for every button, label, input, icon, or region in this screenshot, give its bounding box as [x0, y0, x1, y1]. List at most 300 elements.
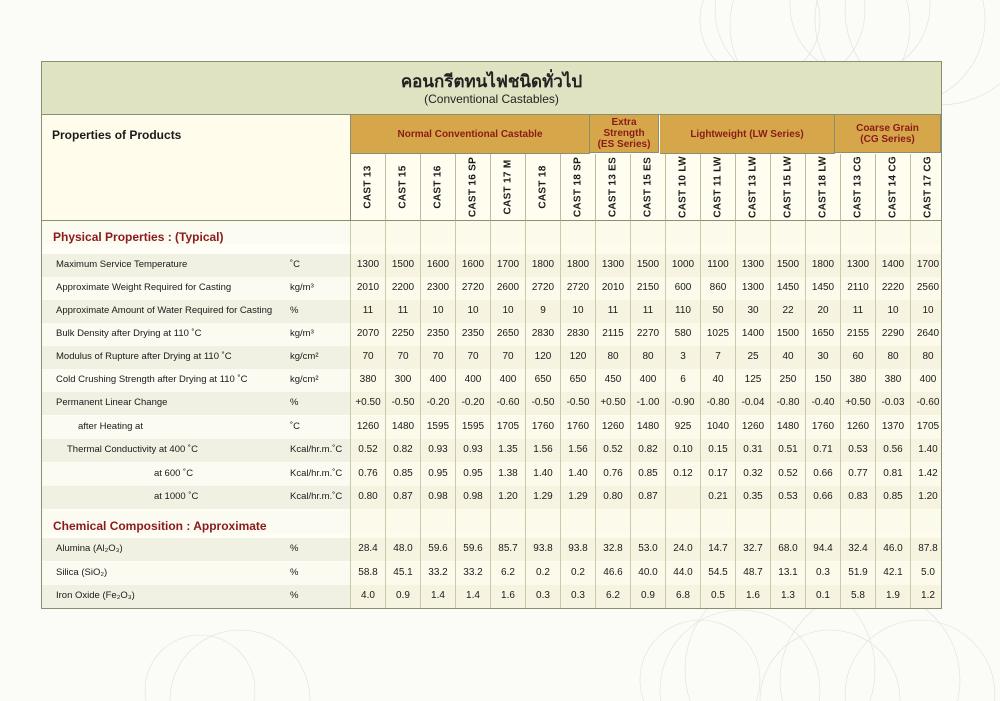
column-header-label: CAST 17 M	[502, 159, 514, 215]
column-header-label: CAST 15	[397, 165, 409, 209]
value-cell: 40	[782, 351, 794, 362]
value-cell: 2830	[566, 328, 590, 339]
value-cell: 32.7	[743, 543, 763, 554]
value-cell: 0.66	[813, 491, 833, 502]
row-unit: kg/m³	[290, 282, 314, 293]
column-header-label: CAST 13 CG	[852, 156, 864, 218]
value-cell: 70	[502, 351, 514, 362]
column-header-label: CAST 18	[537, 165, 549, 209]
column-header	[666, 154, 701, 221]
column-header	[736, 154, 771, 221]
value-cell: 400	[464, 374, 482, 385]
column-header	[771, 154, 806, 221]
row-unit: kg/cm²	[290, 374, 319, 385]
value-cell: 1450	[776, 282, 800, 293]
value-cell: 1500	[776, 328, 800, 339]
row-unit: kg/cm²	[290, 351, 319, 362]
value-cell: 2560	[916, 282, 940, 293]
group-lightweight: Lightweight (LW Series)	[660, 115, 835, 154]
section-physical: Physical Properties : (Typical)	[53, 230, 224, 244]
value-cell: 0.3	[536, 590, 550, 601]
value-cell: 450	[604, 374, 622, 385]
value-cell: 120	[534, 351, 552, 362]
value-cell: 0.21	[708, 491, 728, 502]
value-cell: 0.51	[778, 444, 798, 455]
value-cell: 0.66	[813, 468, 833, 479]
value-cell: 250	[779, 374, 797, 385]
column-header	[911, 154, 942, 221]
value-cell: 10	[432, 305, 444, 316]
section-chemical: Chemical Composition : Approximate	[53, 519, 267, 533]
row-label: Iron Oxide (Fe₂O₃)	[56, 590, 135, 601]
value-cell: 1760	[811, 421, 835, 432]
value-cell: 400	[429, 374, 447, 385]
value-cell: 80	[887, 351, 899, 362]
properties-header-cell	[42, 115, 351, 221]
value-cell: 4.0	[361, 590, 375, 601]
value-cell: 0.12	[673, 468, 693, 479]
row-label: Cold Crushing Strength after Drying at 110 ˚C	[56, 374, 248, 385]
value-cell: 2010	[356, 282, 380, 293]
value-cell: -0.80	[776, 397, 800, 408]
value-cell: 0.98	[428, 491, 448, 502]
value-cell: 42.1	[883, 567, 903, 578]
value-cell: 2300	[426, 282, 450, 293]
row-unit: %	[290, 397, 299, 408]
value-cell: 2830	[531, 328, 555, 339]
value-cell: 1.29	[533, 491, 553, 502]
value-cell: 0.80	[358, 491, 378, 502]
column-header-label: CAST 16 SP	[467, 156, 479, 218]
value-cell: 2010	[601, 282, 625, 293]
row-unit: Kcal/hr.m.˚C	[290, 468, 343, 479]
value-cell: 1300	[846, 259, 870, 270]
value-cell: 120	[569, 351, 587, 362]
value-cell: 60	[852, 351, 864, 362]
value-cell: 46.6	[603, 567, 623, 578]
column-header-label: CAST 10 LW	[677, 156, 689, 218]
value-cell: 1800	[531, 259, 555, 270]
value-cell: 2115	[602, 328, 624, 339]
value-cell: -0.50	[566, 397, 590, 408]
value-cell: 0.52	[358, 444, 378, 455]
value-cell: 28.4	[358, 543, 378, 554]
value-cell: 1300	[741, 282, 765, 293]
value-cell: 80	[642, 351, 654, 362]
value-cell: 0.3	[816, 567, 830, 578]
value-cell: 1700	[496, 259, 520, 270]
value-cell: 59.6	[463, 543, 483, 554]
value-cell: 2200	[391, 282, 415, 293]
value-cell: 1260	[356, 421, 380, 432]
value-cell: 11	[642, 305, 654, 316]
value-cell: 25	[747, 351, 759, 362]
column-header	[561, 154, 596, 221]
value-cell: 1705	[496, 421, 520, 432]
group-coarse-grain: Coarse Grain (CG Series)	[835, 115, 941, 153]
value-cell: 85.7	[498, 543, 518, 554]
value-cell: 6.8	[676, 590, 690, 601]
value-cell: 1760	[531, 421, 555, 432]
value-cell: 7	[715, 351, 721, 362]
value-cell: 0.53	[848, 444, 868, 455]
value-cell: 1370	[881, 421, 905, 432]
value-cell: 11	[607, 305, 619, 316]
value-cell: 1025	[706, 328, 730, 339]
column-header	[456, 154, 491, 221]
column-header-label: CAST 16	[432, 165, 444, 209]
value-cell: 0.87	[393, 491, 413, 502]
column-header	[386, 154, 421, 221]
value-cell: 2110	[847, 282, 869, 293]
column-header	[491, 154, 526, 221]
value-cell: 40.0	[638, 567, 658, 578]
value-cell: 0.80	[603, 491, 623, 502]
value-cell: 54.5	[708, 567, 728, 578]
value-cell: 0.9	[396, 590, 410, 601]
value-cell: 1.40	[918, 444, 938, 455]
value-cell: 0.93	[463, 444, 483, 455]
value-cell: 93.8	[568, 543, 588, 554]
column-header	[526, 154, 561, 221]
value-cell: 0.9	[641, 590, 655, 601]
value-cell: 0.1	[816, 590, 830, 601]
value-cell: 59.6	[428, 543, 448, 554]
value-cell: -0.90	[671, 397, 695, 408]
row-unit: %	[290, 567, 299, 578]
value-cell: 1040	[706, 421, 730, 432]
value-cell: 1480	[776, 421, 800, 432]
value-cell: 6.2	[501, 567, 515, 578]
value-cell: 2640	[916, 328, 940, 339]
title-bar	[42, 62, 941, 115]
value-cell: 925	[674, 421, 692, 432]
value-cell: 1.4	[466, 590, 480, 601]
value-cell: 380	[359, 374, 377, 385]
value-cell: 1480	[636, 421, 660, 432]
value-cell: 110	[675, 305, 691, 316]
row-unit: kg/m³	[290, 328, 314, 339]
value-cell: 1705	[916, 421, 940, 432]
value-cell: 380	[884, 374, 902, 385]
value-cell: 2250	[391, 328, 415, 339]
value-cell: 33.2	[428, 567, 448, 578]
column-header	[806, 154, 841, 221]
value-cell: -0.50	[391, 397, 415, 408]
value-cell: -0.04	[741, 397, 765, 408]
value-cell: 1760	[566, 421, 590, 432]
value-cell: 1500	[636, 259, 660, 270]
value-cell: 400	[499, 374, 517, 385]
value-cell: 580	[674, 328, 692, 339]
value-cell: 2270	[636, 328, 660, 339]
value-cell: 0.32	[743, 468, 763, 479]
value-cell: 9	[540, 305, 546, 316]
value-cell: -0.60	[916, 397, 940, 408]
value-cell: 0.82	[393, 444, 413, 455]
value-cell: 0.76	[358, 468, 378, 479]
value-cell: 45.1	[393, 567, 413, 578]
value-cell: 1.9	[886, 590, 900, 601]
value-cell: 2350	[461, 328, 485, 339]
value-cell: 1.40	[568, 468, 588, 479]
value-cell: -0.60	[496, 397, 520, 408]
value-cell: 1.40	[533, 468, 553, 479]
value-cell: 87.8	[918, 543, 938, 554]
value-cell: 11	[397, 305, 409, 316]
value-cell: 1260	[601, 421, 625, 432]
value-cell: 1000	[671, 259, 695, 270]
value-cell: 6.2	[606, 590, 620, 601]
value-cell: 125	[744, 374, 762, 385]
value-cell: 3	[680, 351, 686, 362]
group-normal-conventional: Normal Conventional Castable	[351, 115, 590, 154]
value-cell: 13.1	[778, 567, 798, 578]
value-cell: 1600	[461, 259, 485, 270]
value-cell: 2720	[566, 282, 590, 293]
value-cell: 1260	[846, 421, 870, 432]
row-label: Bulk Density after Drying at 110 ˚C	[56, 328, 202, 339]
value-cell: 70	[467, 351, 479, 362]
value-cell: 0.81	[883, 468, 903, 479]
value-cell: 2220	[881, 282, 905, 293]
value-cell: 0.82	[638, 444, 658, 455]
value-cell: 58.8	[358, 567, 378, 578]
value-cell: 1800	[566, 259, 590, 270]
value-cell: 50	[712, 305, 724, 316]
value-cell: 1450	[811, 282, 835, 293]
value-cell: 2720	[531, 282, 555, 293]
row-label: at 600 ˚C	[154, 468, 194, 479]
value-cell: 0.3	[571, 590, 585, 601]
value-cell: 150	[814, 374, 832, 385]
column-header-label: CAST 15 LW	[782, 156, 794, 218]
value-cell: 1800	[811, 259, 835, 270]
column-header	[421, 154, 456, 221]
column-header-label: CAST 14 CG	[887, 156, 899, 218]
row-label: Maximum Service Temperature	[56, 259, 188, 270]
value-cell: 0.10	[673, 444, 693, 455]
value-cell: 1595	[461, 421, 485, 432]
value-cell: +0.50	[600, 397, 626, 408]
value-cell: 46.0	[883, 543, 903, 554]
value-cell: 80	[922, 351, 934, 362]
column-header-label: CAST 13 ES	[607, 156, 619, 218]
value-cell: 0.52	[778, 468, 798, 479]
row-unit: %	[290, 543, 299, 554]
value-cell: 80	[607, 351, 619, 362]
value-cell: 30	[747, 305, 759, 316]
value-cell: 0.71	[813, 444, 833, 455]
value-cell: 0.15	[708, 444, 728, 455]
row-label: Modulus of Rupture after Drying at 110 ˚C	[56, 351, 232, 362]
value-cell: 0.2	[536, 567, 550, 578]
value-cell: 1650	[811, 328, 835, 339]
value-cell: -0.50	[531, 397, 555, 408]
row-unit: ˚C	[290, 259, 301, 270]
value-cell: 650	[534, 374, 552, 385]
value-cell: 70	[397, 351, 409, 362]
value-cell: 20	[817, 305, 829, 316]
value-cell: 1480	[391, 421, 415, 432]
value-cell: 1.35	[498, 444, 518, 455]
value-cell: -0.40	[811, 397, 835, 408]
value-cell: 24.0	[673, 543, 693, 554]
row-label: Approximate Weight Required for Casting	[56, 282, 232, 293]
value-cell: +0.50	[845, 397, 871, 408]
value-cell: 10	[887, 305, 899, 316]
value-cell: 0.77	[848, 468, 868, 479]
value-cell: 0.85	[638, 468, 658, 479]
value-cell: 2350	[426, 328, 450, 339]
value-cell: 10	[572, 305, 584, 316]
value-cell: 1.20	[918, 491, 938, 502]
value-cell: 2155	[846, 328, 870, 339]
group-extra-strength: Extra Strength (ES Series)	[590, 115, 659, 153]
value-cell: 68.0	[778, 543, 798, 554]
value-cell: 400	[639, 374, 657, 385]
row-unit: ˚C	[290, 421, 301, 432]
value-cell: 0.85	[883, 491, 903, 502]
value-cell: 2720	[461, 282, 485, 293]
value-cell: 40	[712, 374, 724, 385]
row-unit: Kcal/hr.m.˚C	[290, 444, 343, 455]
value-cell: 53.0	[638, 543, 658, 554]
column-header-label: CAST 17 CG	[922, 156, 934, 218]
value-cell: 93.8	[533, 543, 553, 554]
value-cell: 48.0	[393, 543, 413, 554]
value-cell: 0.2	[571, 567, 585, 578]
value-cell: 1.29	[568, 491, 588, 502]
value-cell: 1595	[426, 421, 450, 432]
row-label: at 1000 ˚C	[154, 491, 199, 502]
value-cell: 22	[782, 305, 794, 316]
row-label: Alumina (Al₂O₃)	[56, 543, 123, 554]
value-cell: 1600	[426, 259, 450, 270]
value-cell: -1.00	[636, 397, 660, 408]
value-cell: 1700	[916, 259, 940, 270]
value-cell: -0.20	[426, 397, 450, 408]
value-cell: 0.35	[743, 491, 763, 502]
column-header	[876, 154, 911, 221]
value-cell: +0.50	[355, 397, 381, 408]
value-cell: 2150	[636, 282, 660, 293]
value-cell: 1400	[741, 328, 765, 339]
value-cell: -0.80	[706, 397, 730, 408]
row-unit: %	[290, 305, 299, 316]
value-cell: 94.4	[813, 543, 833, 554]
value-cell: 10	[502, 305, 514, 316]
value-cell: 1500	[391, 259, 415, 270]
value-cell: 0.52	[603, 444, 623, 455]
value-cell: 0.95	[463, 468, 483, 479]
value-cell: 2600	[496, 282, 520, 293]
value-cell: 0.53	[778, 491, 798, 502]
value-cell: 0.17	[708, 468, 728, 479]
value-cell: 1.6	[501, 590, 515, 601]
value-cell: 10	[922, 305, 934, 316]
value-cell: 1500	[776, 259, 800, 270]
column-header-label: CAST 15 ES	[642, 156, 654, 218]
value-cell: 1300	[356, 259, 380, 270]
value-cell: 30	[817, 351, 829, 362]
row-label: after Heating at	[78, 421, 143, 432]
value-cell: 14.7	[708, 543, 728, 554]
value-cell: 44.0	[673, 567, 693, 578]
column-header	[841, 154, 876, 221]
value-cell: 1300	[741, 259, 765, 270]
value-cell: 1.42	[918, 468, 938, 479]
title-thai: คอนกรีตทนไฟชนิดทั่วไป	[400, 72, 583, 91]
value-cell: 1.56	[568, 444, 588, 455]
value-cell: 0.98	[463, 491, 483, 502]
value-cell: 1.56	[533, 444, 553, 455]
value-cell: 5.8	[851, 590, 865, 601]
value-cell: 0.95	[428, 468, 448, 479]
value-cell: -0.20	[461, 397, 485, 408]
column-header-label: CAST 18 LW	[817, 156, 829, 218]
value-cell: 300	[394, 374, 412, 385]
value-cell: 11	[852, 305, 864, 316]
value-cell: 5.0	[921, 567, 935, 578]
value-cell: 48.7	[743, 567, 763, 578]
row-unit: %	[290, 590, 299, 601]
value-cell: 10	[467, 305, 479, 316]
row-label: Silica (SiO₂)	[56, 567, 108, 578]
value-cell: 650	[569, 374, 587, 385]
value-cell: 380	[849, 374, 867, 385]
value-cell: 11	[362, 305, 374, 316]
value-cell: -0.03	[881, 397, 905, 408]
value-cell: 1300	[601, 259, 625, 270]
column-header-label: CAST 13	[362, 165, 374, 209]
row-unit: Kcal/hr.m.˚C	[290, 491, 343, 502]
value-cell: 1.20	[498, 491, 518, 502]
value-cell: 51.9	[848, 567, 868, 578]
value-cell: 2650	[496, 328, 520, 339]
value-cell: 0.93	[428, 444, 448, 455]
value-cell: 0.56	[883, 444, 903, 455]
value-cell: 33.2	[463, 567, 483, 578]
title-english: (Conventional Castables)	[424, 92, 559, 106]
value-cell: 2070	[356, 328, 380, 339]
value-cell: 2290	[881, 328, 905, 339]
value-cell: 860	[709, 282, 727, 293]
row-label: Thermal Conductivity at 400 ˚C	[67, 444, 198, 455]
properties-header: Properties of Products	[52, 128, 182, 142]
value-cell: 70	[362, 351, 374, 362]
value-cell: 1400	[881, 259, 905, 270]
value-cell: 1.6	[746, 590, 760, 601]
column-header	[596, 154, 631, 221]
row-label: Permanent Linear Change	[56, 397, 168, 408]
column-header	[351, 154, 386, 221]
column-header-label: CAST 18 SP	[572, 156, 584, 218]
value-cell: 70	[432, 351, 444, 362]
value-cell: 1100	[707, 259, 729, 270]
row-label: Approximate Amount of Water Required for Casting	[56, 305, 273, 316]
value-cell: 0.87	[638, 491, 658, 502]
value-cell: 0.76	[603, 468, 623, 479]
value-cell: 0.83	[848, 491, 868, 502]
value-cell: 1.38	[498, 468, 518, 479]
value-cell: 1.2	[921, 590, 935, 601]
column-header-label: CAST 13 LW	[747, 156, 759, 218]
value-cell: 1.4	[431, 590, 445, 601]
value-cell: 600	[674, 282, 692, 293]
value-cell: 32.4	[848, 543, 868, 554]
column-header-label: CAST 11 LW	[712, 156, 724, 218]
